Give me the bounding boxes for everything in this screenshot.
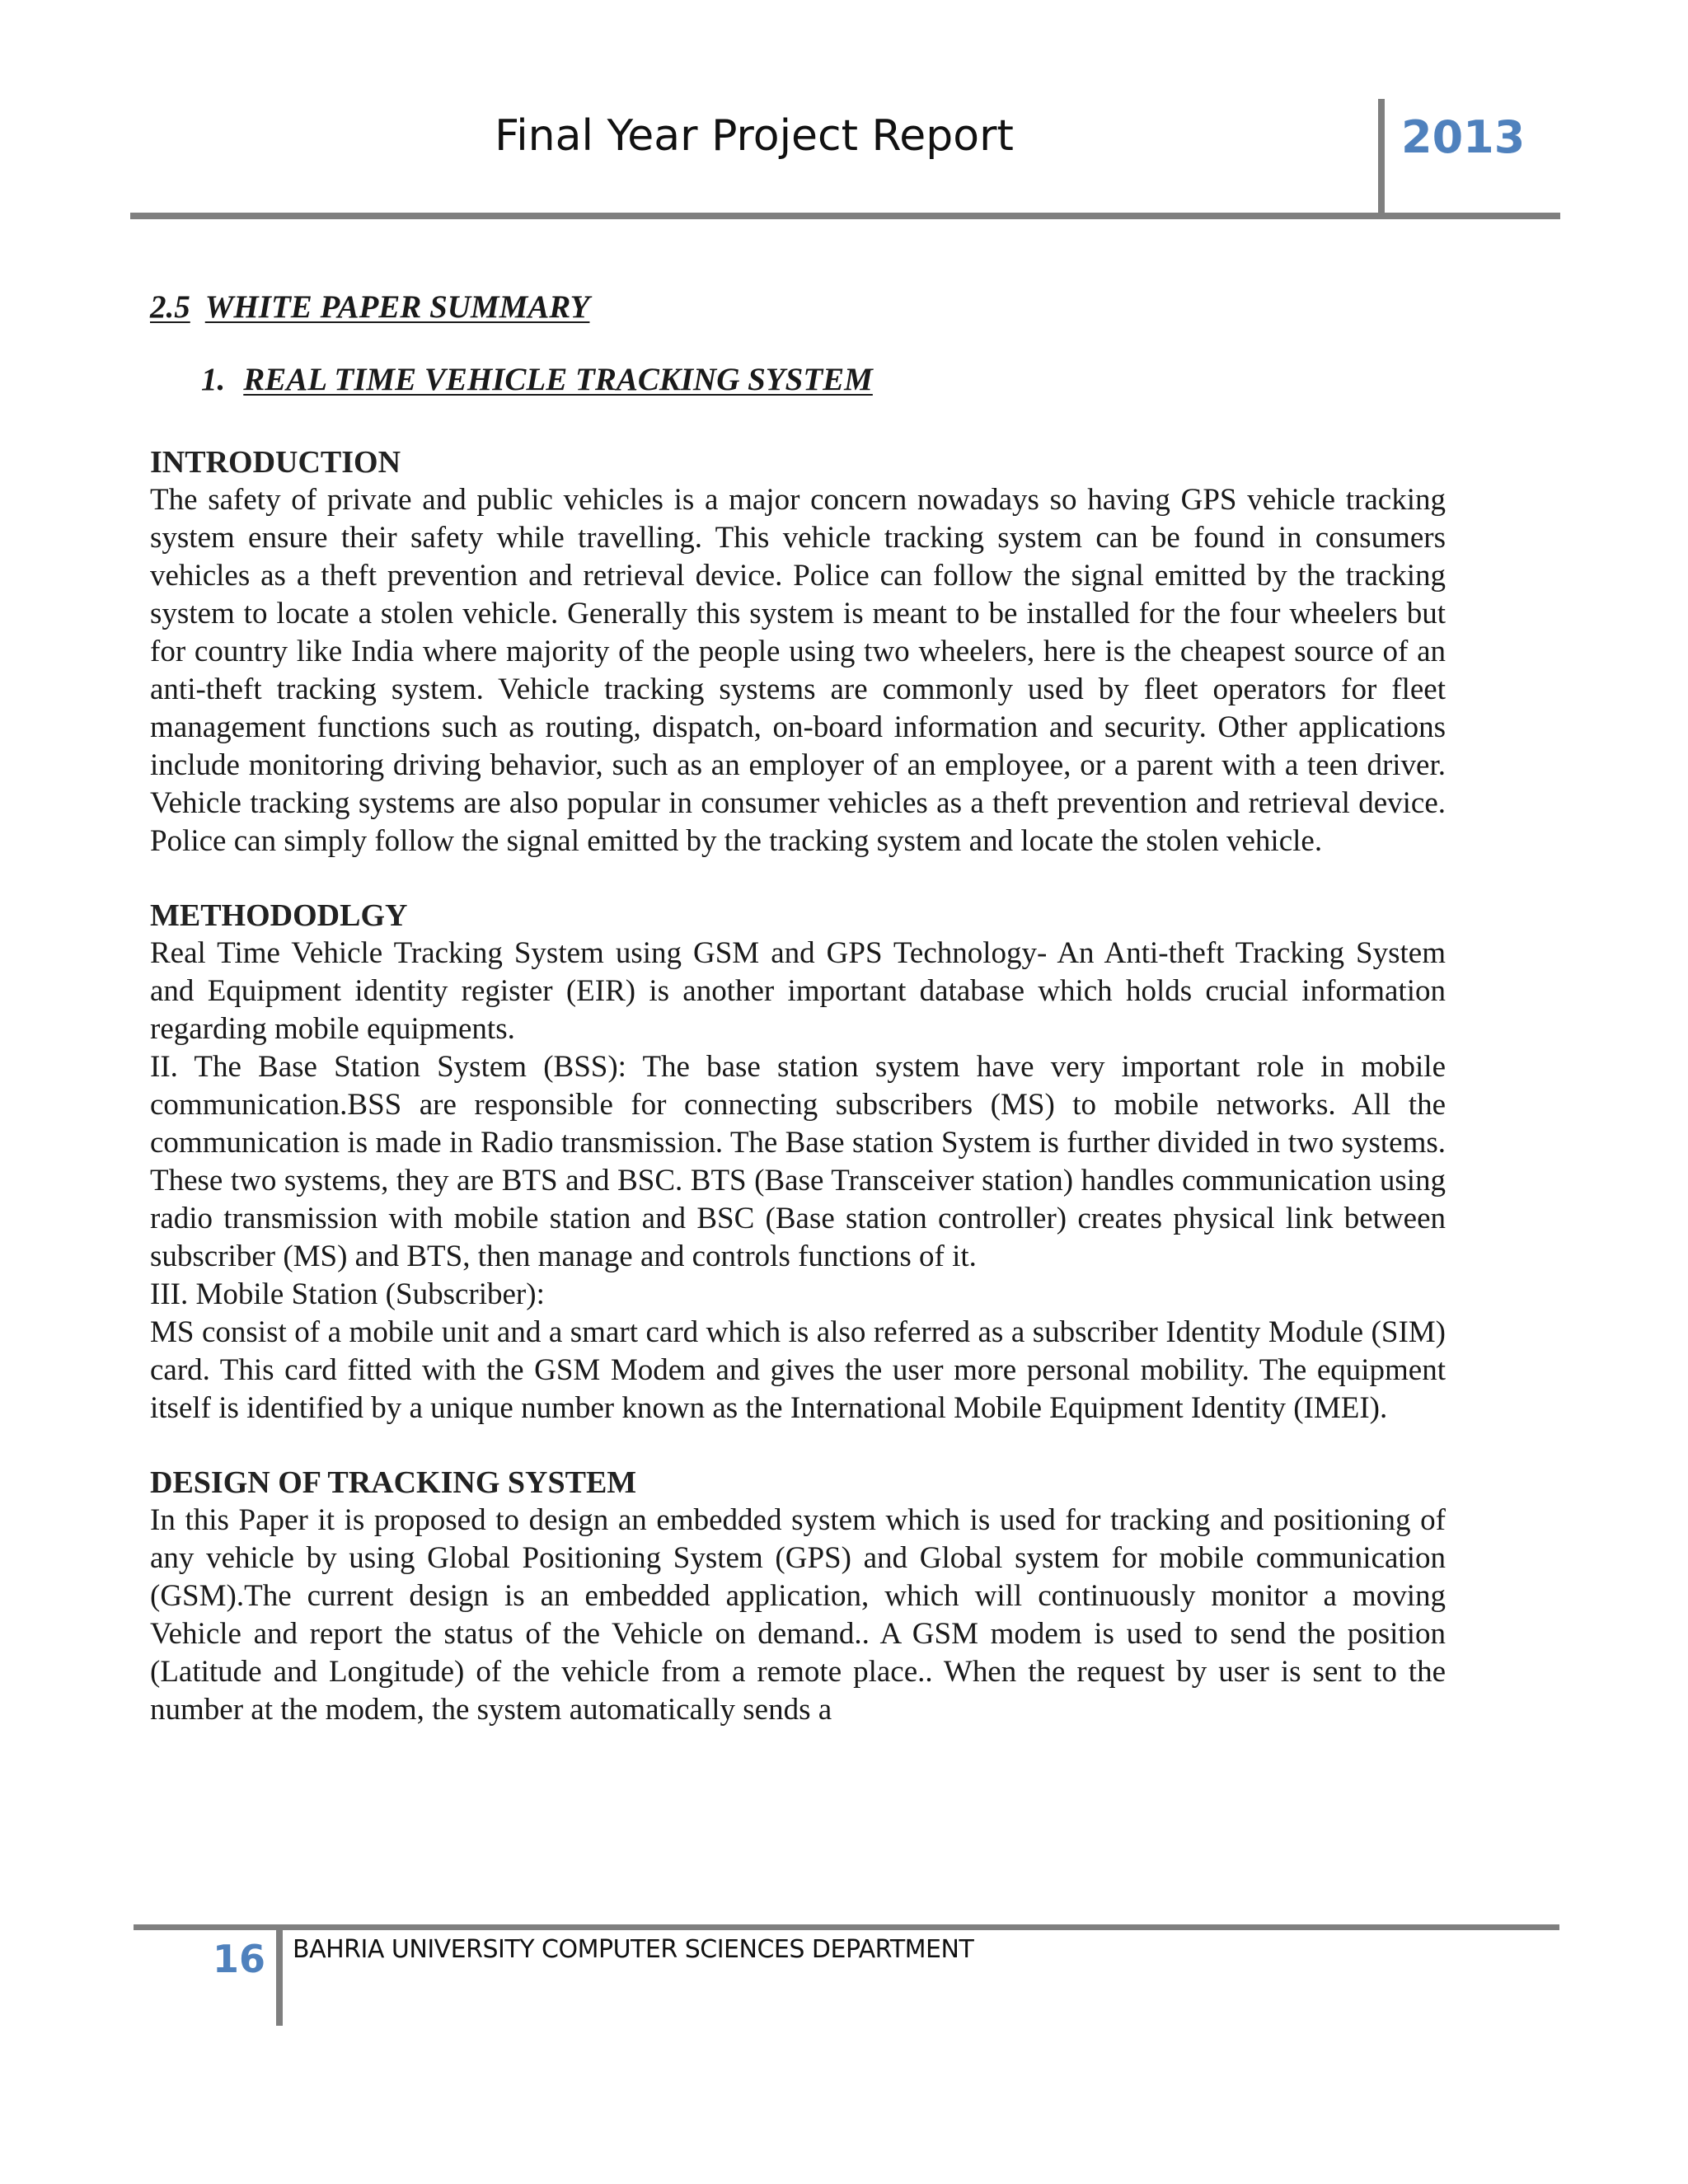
subsection-number: 1. xyxy=(201,362,226,397)
page-number: 16 xyxy=(213,1937,266,1981)
footer-rule xyxy=(134,1924,1559,1930)
methodology-heading: METHODODLGY xyxy=(150,898,408,933)
header-year: 2013 xyxy=(1401,111,1526,163)
subsection-heading xyxy=(201,356,1446,404)
methodology-paragraph-4: MS consist of a mobile unit and a smart card which is also referred as a subscriber Identity Module (SIM) card. This card fitted with the GSM Modem and gives the user more personal mobility. The equipment itself is identified by a unique number known as the International Mobile Equipment Identity (IMEI). xyxy=(150,1315,1446,1425)
subsection-title: REAL TIME VEHICLE TRACKING SYSTEM xyxy=(243,362,873,397)
section-heading xyxy=(150,284,1446,331)
header-divider-vertical xyxy=(1378,99,1385,214)
header-rule xyxy=(130,213,1560,219)
methodology-paragraph-1: Real Time Vehicle Tracking System using GSM and GPS Technology- An Anti-theft Tracking System and Equipment identity register (EIR) is another important database which holds crucial information regarding mobile equipments. xyxy=(150,936,1446,1046)
methodology-paragraph-2: II. The Base Station System (BSS): The base station system have very important role in mobile communication.BSS are responsible for connecting subscribers (MS) to mobile networks. All the communication is made in Radio transmission. The Base station System is further divided in two systems. These two systems, they are BTS and BSC. BTS (Base Transceiver station) handles communication using radio transmission with mobile station and BSC (Base station controller) creates physical link between subscriber (MS) and BTS, then manage and controls functions of it. xyxy=(150,1050,1446,1273)
introduction-paragraph: The safety of private and public vehicles is a major concern nowadays so having GPS vehicle tracking system ensure their safety while travelling. This vehicle tracking system can be found in consumers vehicles as a theft prevention and retrieval device. Police can follow the signal emitted by the tracking system to locate a stolen vehicle. Generally this system is meant to be installed for the four wheelers but for country like India where majority of the people using two wheelers, here is the cheapest source of an anti-theft tracking system. Vehicle tracking systems are commonly used by fleet operators for fleet management functions such as routing, dispatch, on-board information and security. Other applications include monitoring driving behavior, such as an employer of an employee, or a parent with a teen driver. Vehicle tracking systems are also popular in consumer vehicles as a theft prevention and retrieval device. Police can simply follow the signal emitted by the tracking system and locate the stolen vehicle. xyxy=(150,483,1446,858)
page-content xyxy=(150,284,1446,1729)
section-number: 2.5 xyxy=(150,289,190,325)
footer-department: BAHRIA UNIVERSITY COMPUTER SCIENCES DEPARTMENT xyxy=(293,1935,974,1964)
introduction-heading: INTRODUCTION xyxy=(150,445,401,480)
header-title: Final Year Project Report xyxy=(495,111,1014,161)
design-heading: DESIGN OF TRACKING SYSTEM xyxy=(150,1465,637,1500)
footer-divider-vertical xyxy=(276,1925,283,2026)
design-paragraph: In this Paper it is proposed to design an embedded system which is used for tracking and positioning of any vehicle by using Global Positioning System (GPS) and Global system for mobile communication (GSM).The current design is an embedded application, which will continuously monitor a moving Vehicle and report the status of the Vehicle on demand.. A GSM modem is used to send the position (Latitude and Longitude) of the vehicle from a remote place.. When the request by user is sent to the number at the modem, the system automatically sends a xyxy=(150,1503,1446,1727)
section-title: WHITE PAPER SUMMARY xyxy=(204,289,590,325)
methodology-paragraph-3: III. Mobile Station (Subscriber): xyxy=(150,1277,545,1311)
